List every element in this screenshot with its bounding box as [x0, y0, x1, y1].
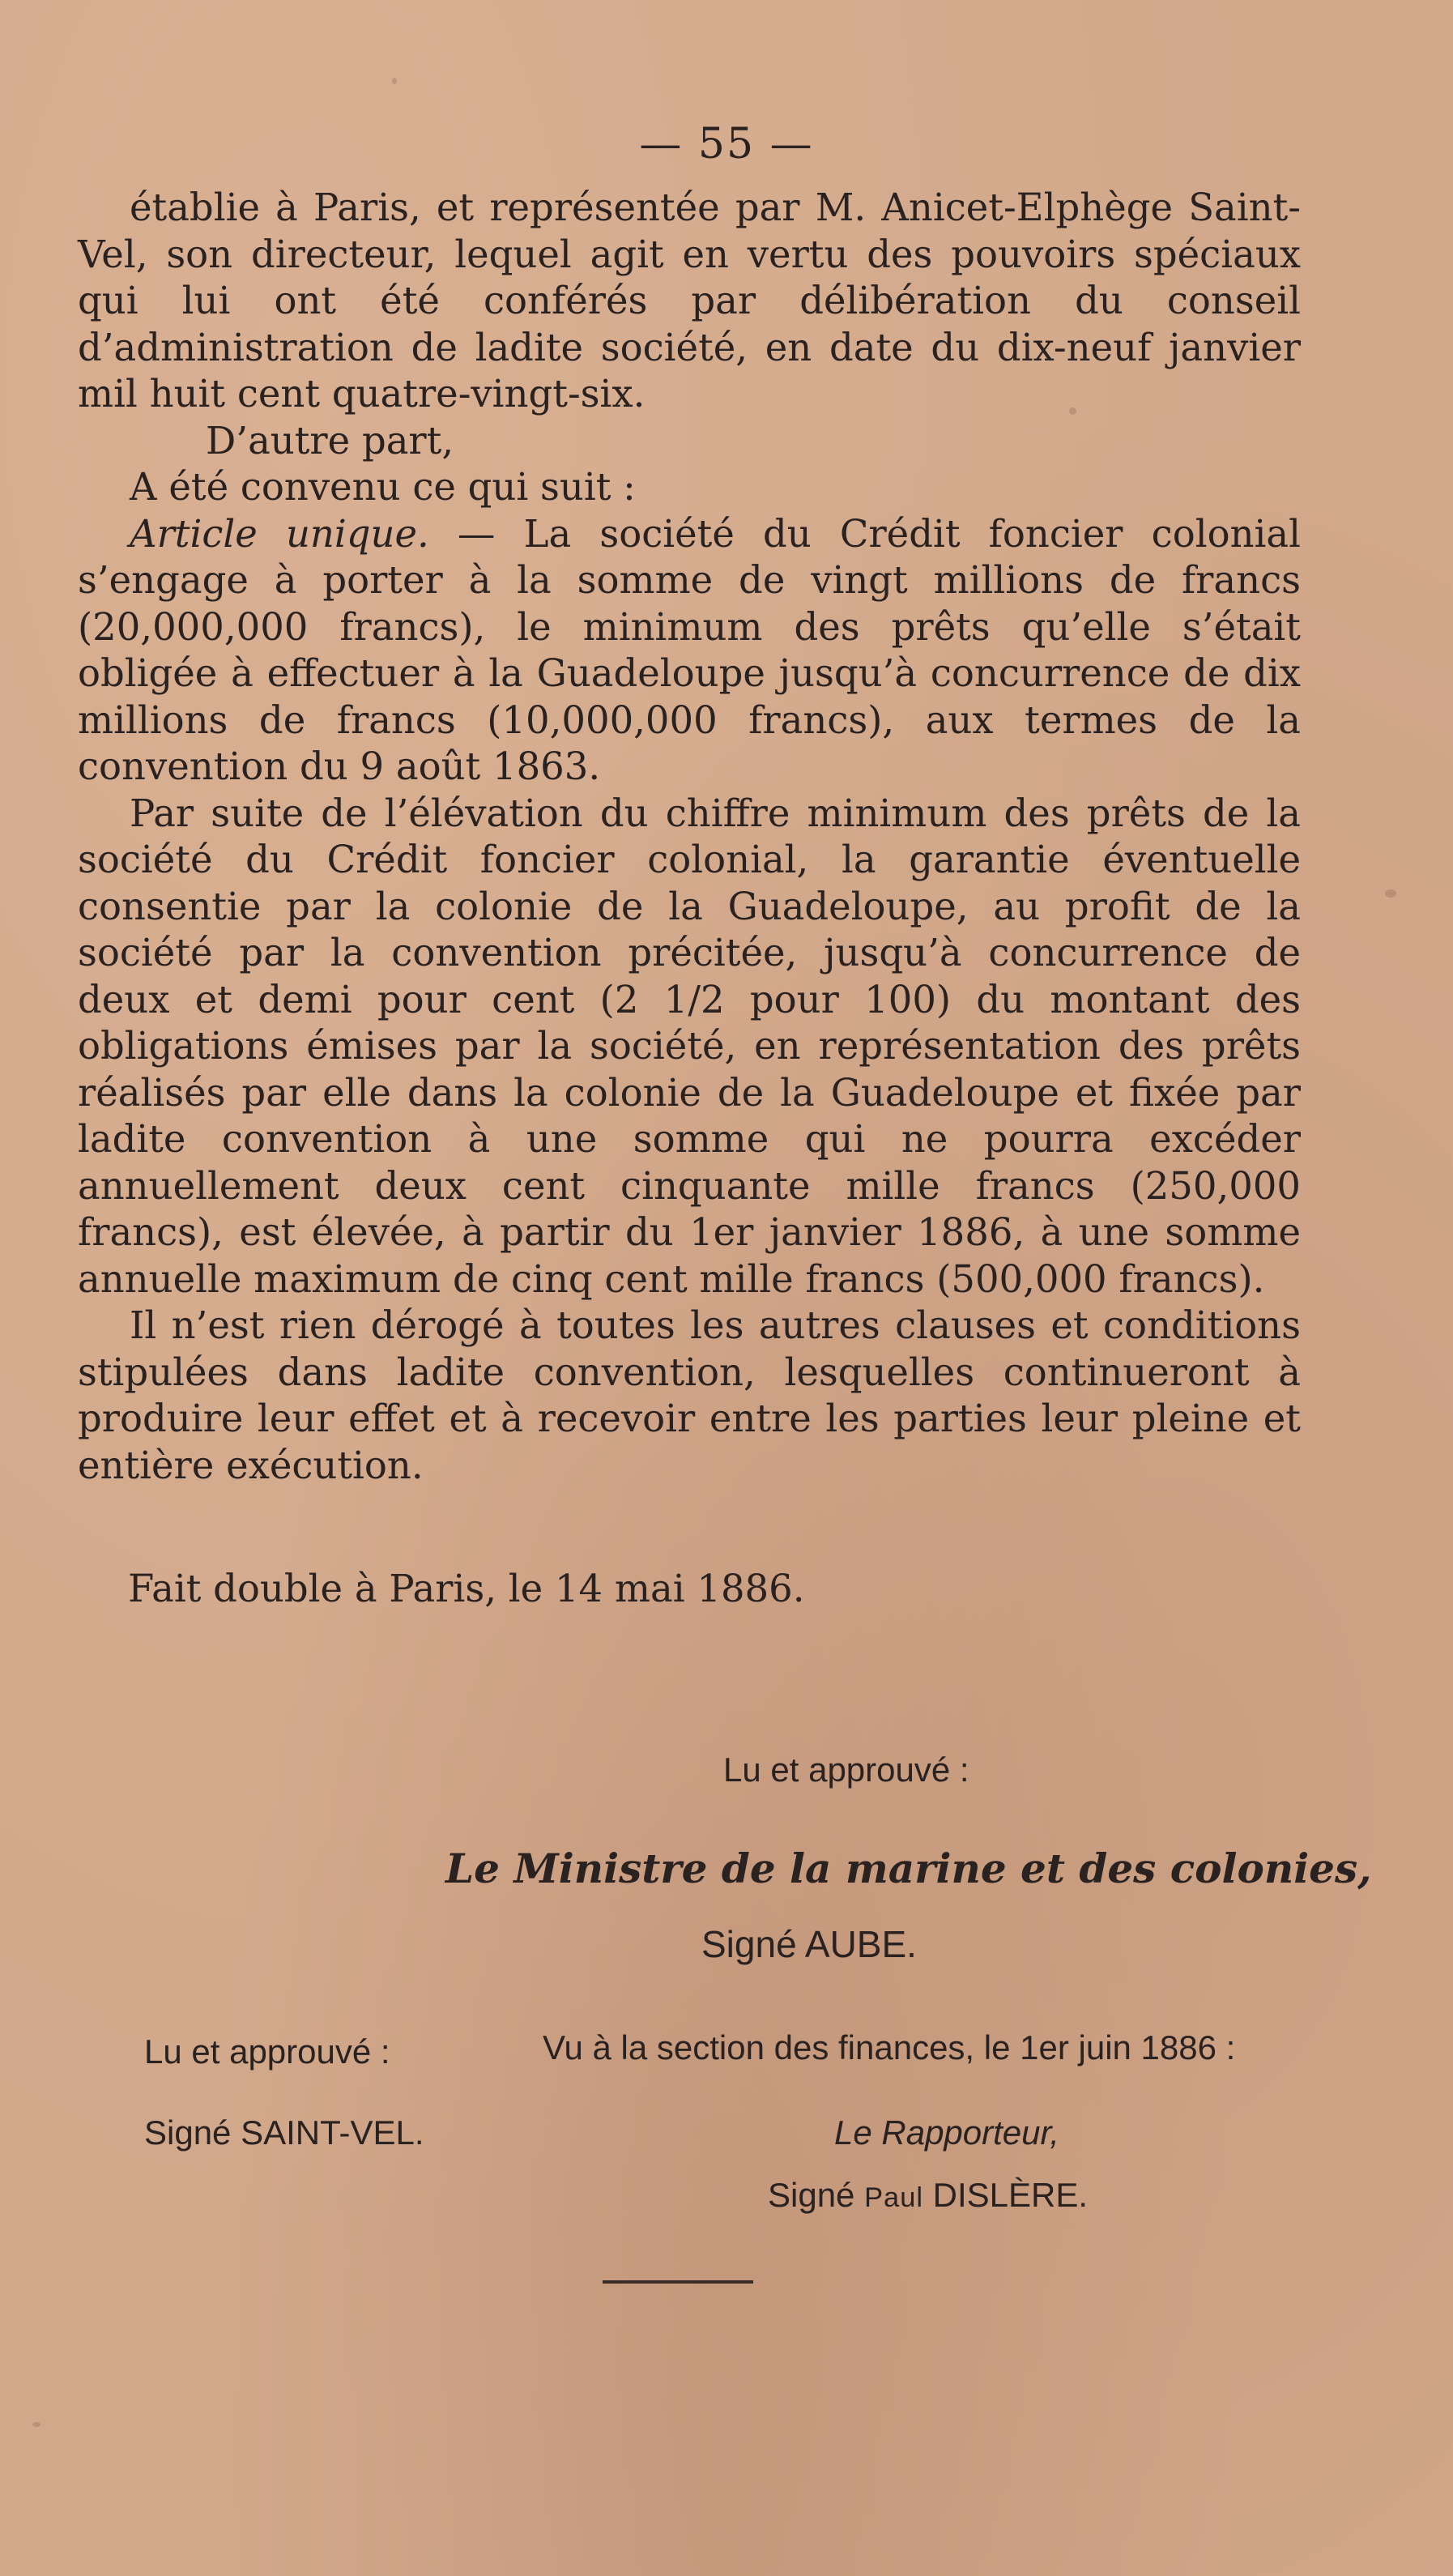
lu-approuve-director: Lu et approuvé : — [144, 2032, 390, 2071]
vu-section-finances: Vu à la section des finances, le 1er juin 1886 : — [543, 2028, 1236, 2066]
lu-approuve-minister: Lu et approuvé : — [723, 1751, 969, 1789]
paper-spot — [392, 78, 397, 84]
paragraph-clauses: Il n’est rien dérogé à toutes les autres clauses et conditions stipulées dans ladite convention, lesquelles continueront à produire leur effet et à recevoir entre les parties leur pleine et entière exécution. — [78, 1303, 1301, 1487]
paragraph-convenu: A été convenu ce qui suit : — [130, 465, 636, 509]
article-heading: Article unique. — [130, 511, 429, 556]
paragraph-intro: établie à Paris, et représentée par M. Anicet-Elphège Saint-Vel, son directeur, lequel agit en vertu des pouvoirs spéciaux qui lui ont été conférés par délibération du conseil d’administration de ladite société, en date du dix-neuf janvier mil huit cent quatre-vingt-six. — [78, 186, 1301, 416]
signe-last-name: DISLÈRE. — [932, 2176, 1089, 2214]
minister-title: Le Ministre de la marine et des colonies, — [445, 1845, 1372, 1892]
signe-prefix: Signé — [768, 2176, 855, 2214]
body-text — [78, 185, 1301, 1489]
signature-aube: Signé AUBE. — [701, 1923, 917, 1965]
fait-double-line: Fait double à Paris, le 14 mai 1886. — [128, 1567, 805, 1610]
paragraph-article-unique — [78, 511, 1301, 791]
closing-rule — [603, 2280, 753, 2284]
signature-saint-vel: Signé SAINT-VEL. — [144, 2113, 424, 2152]
paper-spot — [32, 2422, 40, 2427]
paper-spot — [1069, 407, 1076, 415]
rapporteur-title: Le Rapporteur, — [834, 2113, 1059, 2152]
signe-first-name: Paul — [864, 2182, 923, 2213]
paper-spot — [1385, 889, 1396, 898]
page-number: — 55 — — [639, 120, 814, 168]
article-text: — La société du Crédit foncier colonial s’engage à porter à la somme de vingt millions de francs (20,000,000 francs), le minimum des prêts qu’elle s’était obligée à effectuer à la Guadeloupe jusqu’à concurrence de dix millions de francs (10,000,000 francs), aux termes de la convention du 9 août 1863. — [78, 511, 1301, 788]
paragraph-garantie: Par suite de l’élévation du chiffre minimum des prêts de la société du Crédit foncier colonial, la garantie éventuelle consentie par la colonie de la Guadeloupe, au profit de la société par la convention précitée, jusqu’à concurrence de deux et demi pour cent (2 1/2 pour 100) du montant des obligations émises par la société, en représentation des prêts réalisés par elle dans la colonie de la Guadeloupe et fixée par ladite convention à une somme qui ne pourra excéder annuellement deux cent cinquante mille francs (250,000 francs), est élevée, à partir du 1er janvier 1886, à une somme annuelle maximum de cinq cent mille francs (500,000 francs). — [78, 791, 1301, 1301]
signature-disleres — [768, 2176, 1088, 2215]
paragraph-autre-part: D’autre part, — [206, 418, 454, 463]
